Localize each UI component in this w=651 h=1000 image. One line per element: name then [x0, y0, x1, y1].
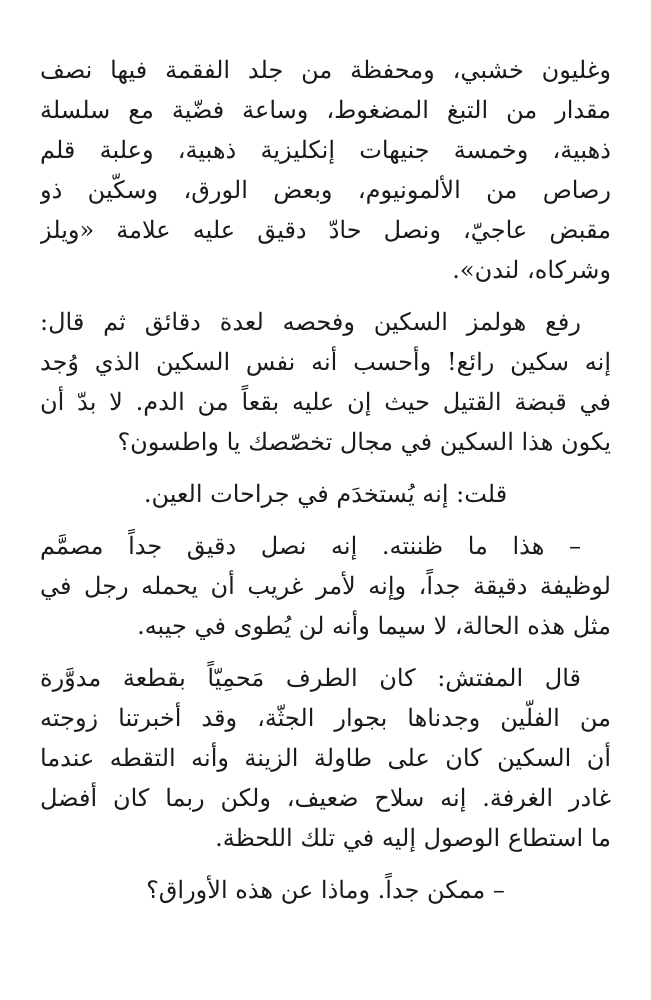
text-line: أن السكين كان على طاولة الزينة وأنه التقطه عندما [40, 744, 611, 772]
paragraph-papers [40, 870, 611, 910]
paragraph-holmes-blade [40, 526, 611, 646]
text-line: مقدار من التبغ المضغوط، وساعة فضّية مع سلسلة [40, 96, 611, 124]
text-line: – هذا ما ظننته. إنه نصل دقيق جداً مصمَّم [40, 532, 581, 560]
text-line: رفع هولمز السكين وفحصه لعدة دقائق ثم قال: [40, 308, 581, 336]
paragraph-holmes-knife [40, 302, 611, 462]
text-line: غادر الغرفة. إنه سلاح ضعيف، ولكن ربما كان أفضل [40, 784, 611, 812]
text-line: قلت: إنه يُستخدَم في جراحات العين. [143, 480, 508, 508]
paragraph-spacer [40, 462, 611, 474]
text-line: وغليون خشبي، ومحفظة من جلد الفقمة فيها نصف [40, 56, 611, 84]
text-line: إنه سكين رائع! وأحسب أنه نفس السكين الذي وُجد [40, 348, 611, 376]
paragraph-watson-reply [40, 474, 611, 514]
text-line: لوظيفة دقيقة جداً، وإنه لأمر غريب أن يحمله رجل في [40, 572, 611, 600]
text-line: من الفلّين وجدناها بجوار الجثّة، وقد أخبرتنا زوجته [40, 704, 611, 732]
text-line: قال المفتش: كان الطرف مَحمِيّاً بقطعة مدوَّرة [40, 664, 581, 692]
paragraph-items-list [40, 50, 611, 290]
text-line: مقبض عاجيّ، ونصل حادّ دقيق عليه علامة «ويلز [40, 216, 611, 244]
text-line: رصاص من الألمونيوم، وبعض الورق، وسكّين ذو [40, 176, 611, 204]
text-line: في قبضة القتيل حيث إن عليه بقعاً من الدم. لا بدّ أن [40, 388, 611, 416]
text-line: ذهبية، وخمسة جنيهات إنكليزية ذهبية، وعلبة قلم [40, 136, 611, 164]
paragraph-spacer [40, 646, 611, 658]
paragraph-spacer [40, 514, 611, 526]
text-line: – ممكن جداً. وماذا عن هذه الأوراق؟ [146, 876, 505, 904]
paragraph-spacer [40, 858, 611, 870]
text-line: يكون هذا السكين في مجال تخصّصك يا واطسون؟ [117, 428, 611, 456]
text-line: ما استطاع الوصول إليه في تلك اللحظة. [215, 824, 611, 852]
paragraph-spacer [40, 290, 611, 302]
text-line: مثل هذه الحالة، لا سيما وأنه لن يُطوى في جيبه. [137, 612, 611, 640]
text-line: وشركاه، لندن». [452, 256, 611, 284]
paragraph-inspector [40, 658, 611, 858]
